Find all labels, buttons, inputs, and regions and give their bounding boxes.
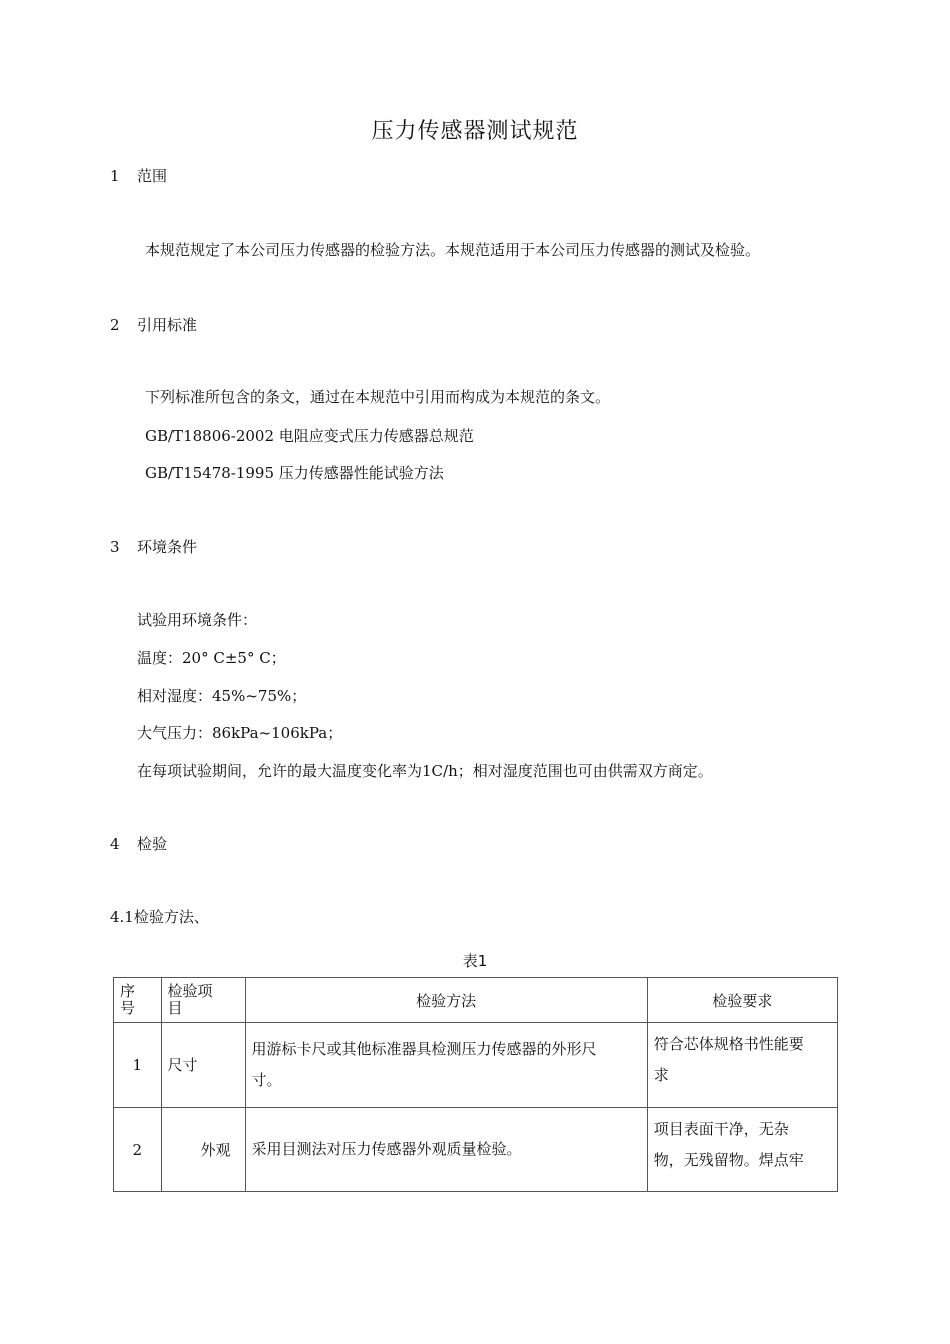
- table-caption: 表1: [462, 952, 488, 970]
- section-title: 引用标准: [137, 316, 198, 334]
- header-requirement: 检验要求: [647, 978, 837, 1023]
- section-heading-references: [110, 314, 197, 335]
- environment-pressure: 大气压力：86kPa~106kPa；: [137, 724, 343, 742]
- environment-note: 在每项试验期间，允许的最大温度变化率为1C/h；相对湿度范围也可由供需双方商定。: [137, 762, 713, 780]
- references-intro: 下列标准所包含的条文，通过在本规范中引用而构成为本规范的条文。: [145, 388, 611, 406]
- scope-paragraph: 本规范规定了本公司压力传感器的检验方法。本规范适用于本公司压力传感器的测试及检验。: [145, 241, 761, 259]
- cell-seq: 2: [114, 1108, 162, 1192]
- environment-temperature: 温度：20° C±5° C；: [137, 649, 286, 667]
- section-title: 范围: [137, 167, 168, 185]
- table-header-row: [114, 978, 838, 1023]
- document-title: 压力传感器测试规范: [371, 119, 579, 144]
- section-number: 4: [110, 835, 120, 853]
- cell-method: 用游标卡尺或其他标准器具检测压力传感器的外形尺 寸。: [245, 1023, 647, 1108]
- reference-item: GB/T18806-2002 电阻应变式压力传感器总规范: [145, 427, 474, 445]
- cell-requirement: 项目表面干净，无杂 物，无残留物。焊点牢: [647, 1108, 837, 1192]
- cell-item: 外观: [161, 1108, 245, 1192]
- section-heading-inspection: [110, 833, 167, 854]
- table-row: [114, 1108, 838, 1192]
- section-heading-scope: [110, 165, 167, 186]
- section-heading-environment: [110, 536, 197, 557]
- section-title: 检验: [137, 835, 168, 853]
- header-seq: 序 号: [114, 978, 162, 1023]
- cell-requirement: 符合芯体规格书性能要 求: [647, 1023, 837, 1108]
- reference-item: GB/T15478-1995 压力传感器性能试验方法: [145, 464, 444, 482]
- section-title: 环境条件: [137, 538, 198, 556]
- header-item: 检验项 目: [161, 978, 245, 1023]
- environment-intro: 试验用环境条件：: [137, 611, 258, 629]
- cell-item: 尺寸: [161, 1023, 245, 1108]
- subsection-heading: 4.1检验方法、: [110, 908, 209, 926]
- table-row: [114, 1023, 838, 1108]
- section-number: 3: [110, 538, 120, 556]
- section-number: 1: [110, 167, 120, 185]
- header-method: 检验方法: [245, 978, 647, 1023]
- cell-method: 采用目测法对压力传感器外观质量检验。: [245, 1108, 647, 1192]
- section-number: 2: [110, 316, 120, 334]
- cell-seq: 1: [114, 1023, 162, 1108]
- inspection-table: [113, 977, 838, 1192]
- environment-humidity: 相对湿度：45%~75%；: [137, 687, 307, 705]
